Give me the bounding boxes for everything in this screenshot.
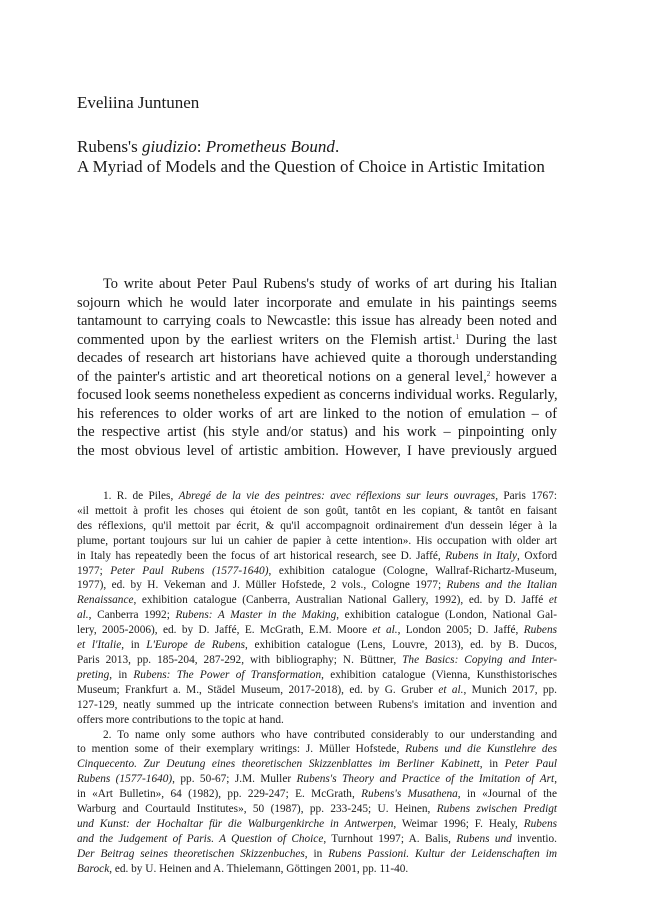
footnote-2-line: and the Judgement of Paris. A Question of Choice, Turnhout 1997; A. Balis, Rubens und inventio.: [77, 832, 557, 845]
footnote-2: [77, 728, 557, 877]
body-line: focused look seems nonetheless expedient as concerns individual works. Regularly,: [77, 387, 558, 403]
title-line-1: Rubens's giudizio: Prometheus Bound.: [77, 137, 340, 156]
footnote-2-line: und Kunst: der Hochaltar für die Walburgenkirche in Antwerpen, Weimar 1996; F. Healy, Rubens: [77, 817, 557, 830]
footnote-1-line: in Italy has repeatedly been the focus of art historical research, see D. Jaffé, Rubens in Italy, Oxford: [77, 549, 558, 562]
footnote-1-line: et l'Italie, in L'Europe de Rubens, exhibition catalogue (Lens, Louvre, 2013), ed. by B. Ducos,: [77, 639, 558, 652]
footnote-2-line: in «Art Bulletin», 64 (1982), pp. 229-247; E. McGrath, Rubens's Musathena, in «Journal of the: [77, 788, 557, 801]
footnote-2-line: Barock, ed. by U. Heinen and A. Thielemann, Göttingen 2001, pp. 11-40.: [77, 862, 409, 875]
body-line: the most obvious level of artistic ambition. However, I have previously argued: [77, 442, 557, 459]
footnote-1-line: preting, in Rubens: The Power of Transformation, exhibition catalogue (Vienna, Kunsthistorisches: [77, 668, 557, 681]
footnote-1-line: Paris 2013, pp. 185-204, 287-292, with bibliography; N. Büttner, The Basics: Copying and Inter-: [77, 653, 557, 666]
title-line-2: A Myriad of Models and the Question of Choice in Artistic Imitation: [77, 157, 545, 176]
body-line: of the painter's artistic and art theoretical notions on a general level,$^2$ however a: [77, 368, 557, 385]
author-name: Eveliina Juntunen: [77, 93, 200, 112]
article-title: [77, 137, 597, 177]
footnote-1-line: «il mettoit à profit les choses qui étoient de son goût, tantôt en les copiant, & tantôt en faisant: [77, 504, 557, 517]
footnote-1-line: 1977; Peter Paul Rubens (1577-1640), exhibition catalogue (Cologne, Wallraf-Richartz-Museum,: [77, 564, 557, 577]
footnote-1-line: 1. R. de Piles, Abregé de la vie des peintres: avec réflexions sur leurs ouvrages, Paris 1767:: [103, 490, 557, 502]
footnote-1-line: des réflexions, qu'il mettoit par écrit, & qu'il accompagnoit ordinairement d'un dessein léger à la: [77, 519, 557, 532]
footnote-1-line: plume, portant toujours sur lui un cahier de papier à cette intention». His occupation with older art: [77, 534, 557, 547]
footnote-2-line: Rubens (1577-1640), pp. 50-67; J.M. Muller Rubens's Theory and Practice of the Imitation of Art,: [77, 773, 558, 786]
footnote-1-line: Renaissance, exhibition catalogue (Canberra, Australian National Gallery, 1992), ed. by D. Jaffé et: [77, 594, 557, 607]
footnote-1-line: 127-129, neatly summed up the intricate connection between Rubens's imitation and invention and: [77, 698, 557, 711]
footnote-2-line: Warburg and Courtauld Institutes», 50 (1987), pp. 233-245; U. Heinen, Rubens zwischen Predigt: [77, 803, 557, 816]
footnotes: [77, 489, 557, 877]
body-paragraph: [77, 275, 557, 460]
body-line: the respective artist (his style and/or status) and his work – pinpointing only: [77, 424, 557, 440]
footnote-2-line: Cinquecento. Zur Deutung eines theoretischen Skizzenblattes im Berliner Kabinett, in Peter Paul: [77, 758, 558, 771]
body-line: decades of research art historians have achieved quite a thorough understanding: [77, 350, 557, 366]
footnote-1-line: lery, 2005-2006), ed. by D. Jaffé, E. McGrath, E.M. Moore et al., London 2005; D. Jaffé, Rubens: [77, 624, 557, 637]
body-line: his references to older works of art are linked to the notion of emulation – of: [77, 405, 557, 422]
footnote-1: [77, 489, 557, 728]
body-line: tantamount to carrying coals to Newcastle: this issue has already been noted and: [77, 313, 557, 329]
body-line: To write about Peter Paul Rubens's study of works of art during his Italian: [103, 276, 557, 292]
footnote-2-line: to mention some of their exemplary writings: J. Müller Hofstede, Rubens und die Kunstlehre des: [77, 743, 557, 756]
footnote-2-line: 2. To name only some authors who have contributed considerably to our understanding and: [103, 728, 557, 741]
footnote-1-line: al., Canberra 1992; Rubens: A Master in the Making, exhibition catalogue (London, National Gal-: [77, 609, 557, 622]
footnote-1-line: Museum; Frankfurt a. M., Städel Museum, 2017-2018), ed. by G. Gruber et al., Munich 2017, pp.: [77, 683, 557, 696]
footnote-2-line: Der Beitrag seines theoretischen Skizzenbuches, in Rubens Passioni. Kultur der Leidenschaften im: [77, 847, 557, 860]
body-line: sojourn which he would later incorporate and emulate in his paintings seems: [77, 294, 557, 311]
footnote-1-line: 1977), ed. by H. Vekeman and J. Müller Hofstede, 2 vols., Cologne 1977; Rubens and the Italian: [77, 579, 557, 592]
body-line: commented upon by the earliest writers on the Flemish artist.$^1$ During the last: [77, 331, 557, 348]
footnote-1-line: offers more contributions to the topic at hand.: [77, 713, 284, 726]
